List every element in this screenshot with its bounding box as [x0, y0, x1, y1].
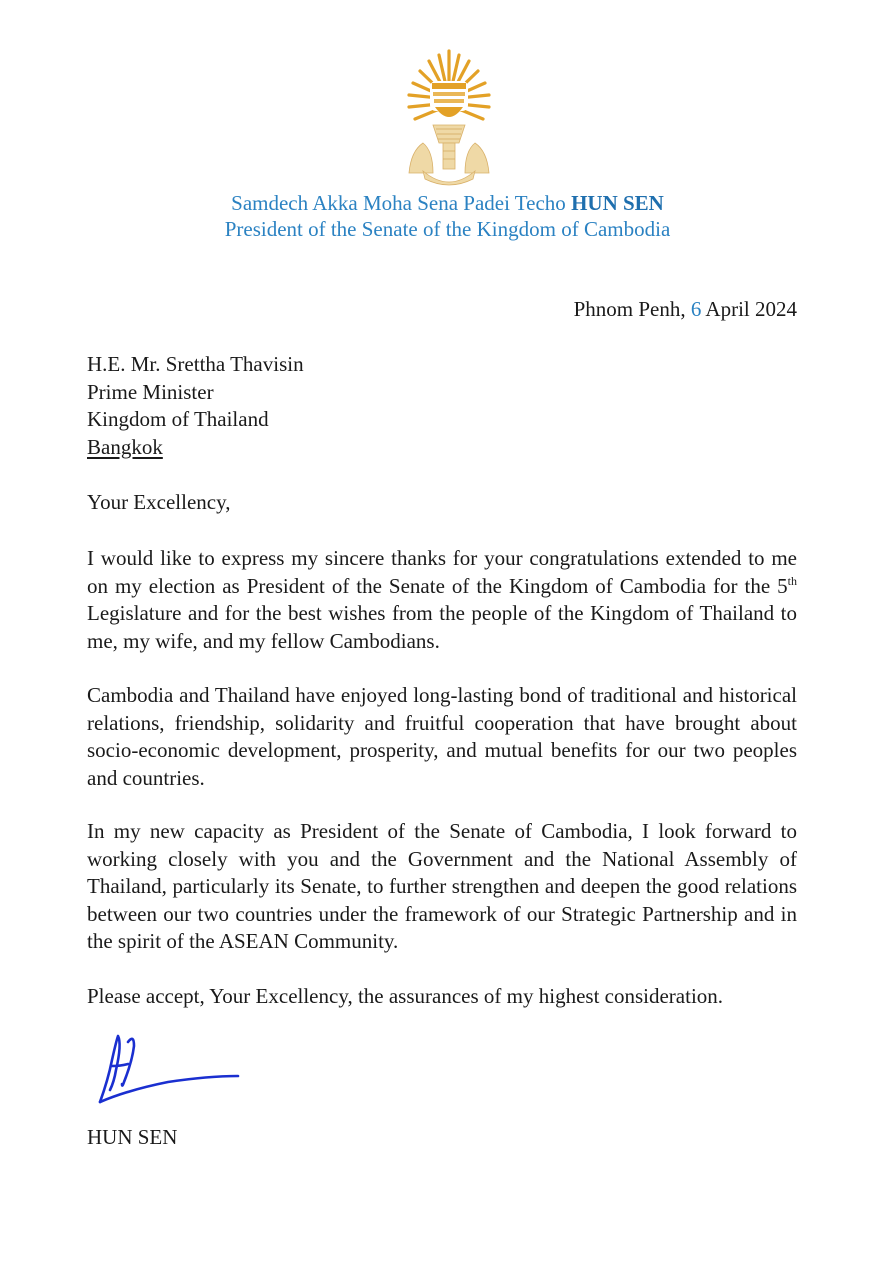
- handwritten-signature-icon: [98, 1030, 243, 1110]
- recipient-address: [87, 351, 797, 461]
- signatory-name: HUN SEN: [87, 1125, 178, 1149]
- body-paragraph-3: In my new capacity as President of the Senate of Cambodia, I look forward to working closely with you and the Government and the National Assembly of Thailand, particularly its Senate, to further strengthen and deepen the good relations between our two countries under the framework of our Strategic Partnership and in the spirit of the ASEAN Community.: [87, 819, 797, 953]
- senate-emblem-icon: [403, 47, 495, 189]
- closing-line: Please accept, Your Excellency, the assurances of my highest consideration.: [87, 984, 724, 1008]
- recipient-city: Bangkok: [87, 434, 163, 459]
- recipient-title: Prime Minister: [87, 379, 214, 404]
- date-day: 6: [690, 297, 702, 321]
- letterhead-line-2: President of the Senate of the Kingdom of Cambodia: [224, 217, 671, 241]
- letterhead-line-1: Samdech Akka Moha Sena Padei Techo HUN SEN: [231, 191, 664, 215]
- letterhead: [0, 190, 895, 242]
- body-paragraph-2: Cambodia and Thailand have enjoyed long-lasting bond of traditional and historical relations, friendship, solidarity and fruitful cooperation that have brought about socio-economic development, prosperity, and mutual benefits for our two peoples and countries.: [87, 683, 797, 790]
- ordinal-suffix: th: [787, 573, 797, 588]
- letter-date: Phnom Penh, 6 April 2024: [573, 297, 797, 321]
- sender-name: HUN SEN: [571, 191, 664, 215]
- recipient-name: H.E. Mr. Srettha Thavisin: [87, 352, 304, 376]
- body-paragraph-1: I would like to express my sincere thanks for your congratulations extended to me on my election as President of the Senate of the Kingdom of Cambodia for the 5th Legislature and for the best wishes from the people of the Kingdom of Thailand to me, my wife, and my fellow Cambodians.: [87, 546, 797, 653]
- recipient-country: Kingdom of Thailand: [87, 407, 269, 431]
- salutation: Your Excellency,: [87, 490, 231, 514]
